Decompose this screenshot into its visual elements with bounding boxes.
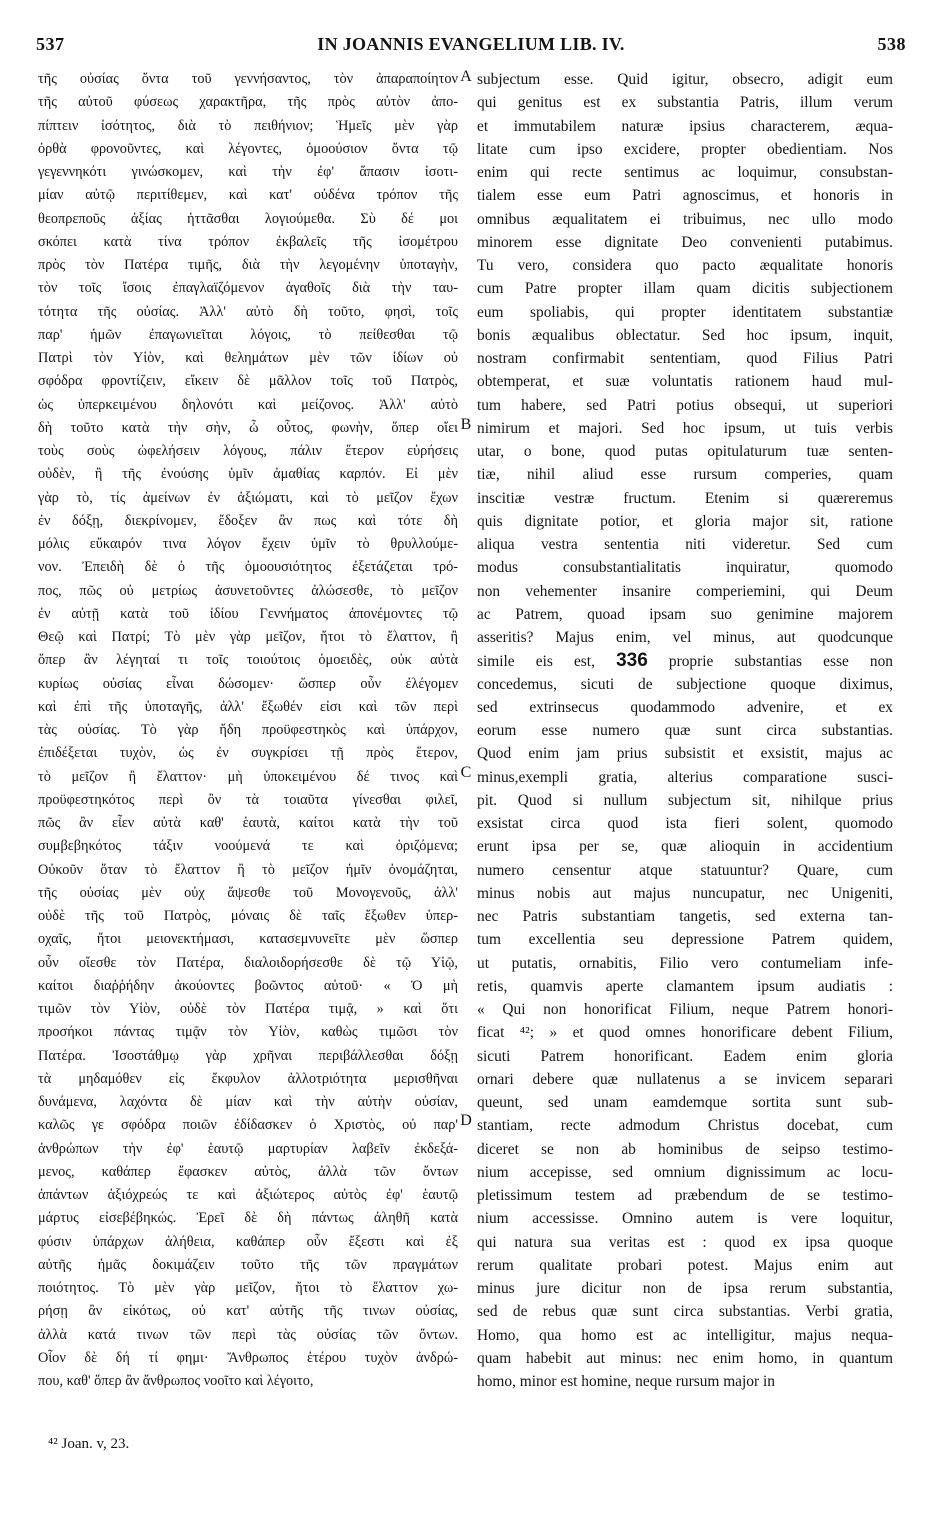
latin-text-line: erunt ipsa per se, quæ alioquin in accidentium — [477, 838, 893, 856]
column-number-marker: 336 — [616, 650, 648, 672]
greek-text-line: οὐδὲν, ἢ τῆς ἐνούσης ὑμῖν ἀμαθίας καρπόν. Εἰ μὲν — [38, 466, 458, 483]
latin-text-line: minus nobis aut majus nuncupatur, nec Unigeniti, — [477, 884, 893, 902]
page-number-right: 538 — [877, 34, 906, 54]
latin-text-line: enim qui recte sentimus ac loquimur, consubstan- — [477, 164, 893, 181]
greek-text-line: φύσιν ὑπάρχων ἀλήθεια, καθάπερ οὖν ἔξεστι καὶ ἐξ — [38, 1233, 458, 1250]
greek-text-line: γὰρ τὸ, τίς ἀμείνων ἐν ἀξιώματι, καὶ τὸ μεῖζον ἔχων — [38, 489, 458, 506]
greek-text-line: ἐν δόξῃ, διεκρίνομεν, ἔδοξεν ἂν πως καὶ τότε δὴ — [38, 512, 458, 529]
margin-marker-d: D — [460, 1112, 472, 1129]
greek-text-line: τιμῶν τὸν Υἱὸν, οὐδὲ τὸν Πατέρα τιμᾷ, » καὶ ὅτι — [38, 1001, 458, 1017]
greek-text-line: πος, πῶς οὐ μετρίως ἀσυνετοῦντες ἁλώσεσθε, τὸ μεῖζον — [38, 582, 458, 599]
latin-text-line: retis, quamvis aperte clamantem ipsum audiatis : — [477, 977, 893, 995]
greek-text-line: πίπτειν ἰσότητος, διὰ τὸ πειθήνιον; Ἡμεῖς μὲν γὰρ — [38, 117, 458, 134]
greek-text-line: σφόδρα φροντίζειν, εἴκειν δὲ μᾶλλον τοῖς τοῦ Πατρὸς, — [38, 373, 458, 390]
latin-text-line: et immutabilem naturæ ipsius characterem, æqua- — [477, 117, 893, 135]
latin-text-line: sed extrinsecus quodammodo advenire, et ex — [477, 698, 893, 716]
latin-text-line: bonis æqualibus oblectatur. Sed hoc ipsum, inquit, — [477, 326, 893, 344]
greek-text-line: τὸ μεῖζον ἢ ἔλαττον· μὴ ὑποκειμένου δέ τινος καὶ — [38, 768, 458, 785]
greek-text-line: τῆς αὐτοῦ φύσεως χαρακτῆρα, τῆς πρὸς αὐτὸν ἀπο- — [38, 94, 458, 111]
latin-text-line: numero censentur atque statuuntur? Quare, cum — [477, 861, 893, 879]
latin-text-line: minus,exempli gratia, alterius comparatione susci- — [477, 768, 893, 786]
greek-text-line: οχαῖς, ἤτοι μειονεκτήμασι, κατασεμνυνεῖτε μὲν ὥσπερ — [38, 931, 458, 948]
latin-text-line: utar, o bone, quod putas opitulaturum tuæ senten- — [477, 443, 893, 460]
latin-text-line: qui genitus est ex substantia Patris, illum verum — [477, 94, 893, 112]
latin-text-line: « Qui non honorificat Filium, neque Patrem honori- — [477, 1001, 893, 1018]
latin-text-line: pletissimum testem ad præbendum de se testimo- — [477, 1187, 893, 1204]
greek-text-line: που, καθ' ὅπερ ἂν ἄνθρωπος νοοῖτο καὶ λέγοιτο, — [38, 1373, 314, 1389]
greek-text-line: ἐπιδέξεται τυχὸν, ὡς ἐν συγκρίσει τῇ πρὸς ἕτερον, — [38, 745, 458, 762]
latin-text-line: quis dignitate potior, et gloria major sit, ratione — [477, 512, 893, 530]
latin-text-line: Homo, qua homo est ac intelligitur, majus nequa- — [477, 1326, 893, 1344]
latin-text-line: homo, minor est homine, neque rursum major in — [477, 1373, 775, 1390]
greek-text-line: ἀλλὰ κατά τινων τῶν περὶ τὰς οὐσίας τῶν ὄντων. — [38, 1326, 458, 1343]
greek-text-line: μάρτυς εἰσεβέβηκώς. Ἐρεῖ δὲ δὴ πάντως ἀληθῆ κατὰ — [38, 1210, 458, 1227]
latin-text-line: quam habebit aut minus: nec enim homo, in quantum — [477, 1349, 893, 1367]
greek-text-line: ὅπερ ἂν λέγηταί τι τοῖς τοιούτοις ὁμοειδὲς, οὐκ αὐτὰ — [38, 652, 458, 669]
greek-text-line: πρὸς τὸν Πατέρα τιμῆς, διὰ τὴν λεγομένην ὑποταγὴν, — [38, 257, 458, 273]
latin-text-line: sicuti Patrem honorificant. Eadem enim gloria — [477, 1047, 893, 1065]
greek-text-line: ἁπάντων ἀξιόχρεώς τε καὶ ἀξιώτερος αὐτὸς ἐφ' ἑαυτῷ — [38, 1187, 458, 1203]
latin-text-line: modus consubstantialitatis inquiratur, quomodo — [477, 559, 893, 577]
greek-text-line: προϋφεστηκότος περὶ ὂν τὰ τοιαῦτα γίνεσθαι φιλεῖ, — [38, 791, 458, 808]
page-number-left: 537 — [36, 34, 65, 54]
latin-text-line: tum excellentia seu depressione Patrem quidem, — [477, 931, 893, 949]
latin-text-line: asseritis? Majus enim, vel minus, aut quodcunque — [477, 629, 893, 646]
greek-text-line: ρήσῃ ἂν εἰκότως, οὐ κατ' αὐτῆς τῆς τινων οὐσίας, — [38, 1303, 458, 1320]
greek-text-line: Πατρὶ τὸν Υἱὸν, καὶ θελημάτων μὲν τῶν ἰδίων οὐ — [38, 350, 458, 366]
greek-text-line: ἐν αὐτῇ κατὰ τοῦ ἰδίου Γεννήματος ἀπονέμοντες τῷ — [38, 605, 458, 622]
margin-marker-a: A — [460, 68, 472, 85]
latin-text-line: minorem esse dignitate Deo convenienti putabimus. — [477, 233, 893, 251]
latin-text-line: subjectum esse. Quid igitur, obsecro, adigit eum — [477, 71, 893, 88]
latin-text-line: ut putatis, ornabitis, Filio vero contumeliam infe- — [477, 954, 893, 972]
greek-text-line: κυρίως οὐσίας εἶναι δώσομεν· ὥσπερ οὖν ἐλέγομεν — [38, 675, 458, 692]
latin-text-line: cum Patre propter illam quam dicitis subjectionem — [477, 280, 893, 298]
greek-text-line: καὶ ἐπὶ τῆς ὑποταγῆς, ἀλλ' ἔξωθέν εἰσι καὶ τῶν περὶ — [38, 698, 458, 715]
latin-text-line: tiæ, nihil aliud esse rursum comperies, quam — [477, 466, 893, 484]
latin-text-line: non vehementer insanire comperiemini, qui Deum — [477, 582, 893, 600]
greek-text-line: οὐδὲ τῆς τοῦ Πατρὸς, μόναις δὲ ταῖς ἔξωθεν ὑπερ- — [38, 908, 458, 924]
greek-text-line: μίαν αὐτῷ περιτίθεμεν, καὶ κατ' οὐδένα τρόπον τῆς — [38, 187, 458, 204]
latin-text-line: qui natura sua veritas est : quod ex ipsa quoque — [477, 1233, 893, 1251]
greek-text-line: καλῶς γε σφόδρα ποιῶν ἐδίδασκεν ὁ Χριστὸς, οὐ παρ' — [38, 1117, 458, 1134]
greek-text-line: θεοπρεποῦς ἀξίας ἡττᾶσθαι λογιούμεθα. Σὺ δέ μοι — [38, 210, 458, 227]
greek-text-line: τὰ μηδαμόθεν εἰς ἔκφυλον ἀλλοτριότητα μερισθῆναι — [38, 1070, 458, 1087]
greek-text-column — [38, 68, 458, 1393]
greek-text-line: οὖν οἴεσθε τὸν Πατέρα, διαλοιδορήσεσθε δὲ τῷ Υἱῷ, — [38, 954, 458, 971]
latin-text-line: omnibus æqualitatem ei tribuimus, nec ullo modo — [477, 210, 893, 228]
greek-text-line: δυνάμενα, λαχόντα δὲ μίαν καὶ τὴν αὐτὴν οὐσίαν, — [38, 1094, 458, 1110]
footnote: ⁴² Joan. v, 23. — [48, 1436, 130, 1452]
latin-text-line: inscitiæ vestræ fructum. Etenim si quæreremus — [477, 489, 893, 507]
latin-text-line: nium accepisse, sed omnium dignissimum ac locu- — [477, 1163, 893, 1181]
latin-text-line: queunt, sed unam eamdemque sortita sunt sub- — [477, 1094, 893, 1111]
greek-text-line: μόλις εὔκαιρόν τινα λόγον ἔχειν ὑμῖν τὸ θρυλλούμε- — [38, 536, 458, 552]
greek-text-line: τὸν τοῖς ἴσοις ἐπαγλαϊζόμενον ἀγαθοῖς διὰ τὴν ταυ- — [38, 280, 458, 297]
latin-text-line: litate cum ipso excidere, propter obedientiam. Nos — [477, 140, 893, 158]
latin-text-line: diceret se non ab hominibus de seipso testimo- — [477, 1140, 893, 1158]
latin-text-line: eorum esse numero quæ sunt circa substantias. — [477, 722, 893, 739]
running-header — [36, 34, 906, 60]
latin-text-line-part: simile eis est, — [477, 653, 617, 671]
greek-text-line: καίτοι διαῤῥήδην ἀκούοντες βοῶντος αὐτοῦ· « Ὁ μὴ — [38, 977, 458, 994]
running-title: IN JOANNIS EVANGELIUM LIB. IV. — [317, 34, 625, 54]
latin-text-line: ornari debere quæ nullatenus a se invicem separari — [477, 1070, 893, 1088]
latin-text-line — [477, 649, 893, 672]
greek-text-line: παρ' ἡμῶν ἐπαγωνιεῖται λόγοις, τὸ πείθεσθαι τῷ — [38, 326, 458, 343]
latin-text-line-part: proprie substantias esse non — [647, 653, 893, 671]
latin-text-column — [477, 68, 893, 1393]
greek-text-line: ὡς ὑπερκειμένου δηλονότι καὶ μείζονος. Ἀλλ' αὐτὸ — [38, 396, 458, 413]
latin-text-line: stantiam, recte admodum Christus docebat, cum — [477, 1117, 893, 1135]
latin-text-line: concedemus, sicuti de subjectione quoque diximus, — [477, 675, 893, 693]
greek-text-line: ἀνθρώπων τὴν ἐφ' ἑαυτῷ μαρτυρίαν λαβεῖν ἐκδεξά- — [38, 1140, 458, 1157]
greek-text-line: τότητα τῆς οὐσίας. Ἀλλ' αὐτὸ δὴ τοῦτο, φησὶ, τοῖς — [38, 303, 458, 320]
latin-text-line: sed de rebus quæ sunt circa substantias. Verbi gratia, — [477, 1303, 893, 1321]
latin-text-line: Tu vero, considera quo pacto æqualitate honoris — [477, 257, 893, 274]
greek-text-line: Οὐκοῦν ὅταν τὸ ἔλαττον ἢ τὸ μεῖζον ἡμῖν ὀνομάζηται, — [38, 861, 458, 878]
latin-text-line: aliqua vestra sententia niti videretur. Sed cum — [477, 536, 893, 553]
latin-text-line: pit. Quod si nullum subjectum sit, nihilque prius — [477, 791, 893, 809]
latin-text-line: minus jure dicitur non de ipsa rerum substantia, — [477, 1280, 893, 1297]
margin-marker-b: B — [460, 416, 472, 433]
latin-text-line: tialem esse eum Patri agnoscimus, et honoris in — [477, 187, 893, 205]
latin-text-line: nimirum et majori. Sed hoc ipsum, ut tuis verbis — [477, 419, 893, 437]
greek-text-line: προσήκοι πάντας τιμᾷν τὸν Υἱὸν, καθὼς τιμῶσι τὸν — [38, 1024, 458, 1041]
greek-text-line: τοὺς σοὺς ὠφελήσειν λόγους, πάλιν ἕτερον εὑρήσεις — [38, 443, 458, 459]
greek-text-line: Οἷον δὲ δή τί φημι· Ἄνθρωπος ἑτέρου τυχὸν ἀνδρώ- — [38, 1349, 458, 1366]
greek-text-line: τῆς οὐσίας μὲν οὐχ ἅψεσθε τοῦ Μονογενοῦς, ἀλλ' — [38, 884, 458, 901]
greek-text-line: τὰς οὐσίας. Τὸ γὰρ ἤδη προϋφεστηκὸς καὶ ὑπάρχον, — [38, 722, 458, 738]
greek-text-line: ποιότητος. Τὸ μὲν γὰρ μεῖζον, ἤτοι τὸ ἔλαττον χω- — [38, 1280, 458, 1296]
greek-text-line: Θεῷ καὶ Πατρί; Τὸ μὲν γὰρ μεῖζον, ἤτοι τὸ ἔλαττον, ἢ — [38, 629, 458, 645]
latin-text-line: eum spoliabis, qui propter identitatem substantiæ — [477, 303, 893, 321]
greek-text-line: μενος, καθάπερ ἔφασκεν αὐτὸς, ἀλλὰ τῶν ὄντων — [38, 1163, 458, 1180]
latin-text-line: obtemperat, et suæ voluntatis rationem haud mul- — [477, 373, 893, 391]
latin-text-line: nec Patris substantiam tangetis, sed externa tan- — [477, 908, 893, 925]
greek-text-line: ὀρθὰ φρονοῦντες, καὶ λέγοντες, ὁμοούσιον ὄντα τῷ — [38, 140, 458, 157]
margin-marker-c: C — [460, 764, 472, 781]
latin-text-line: nostram confirmabit sententiam, quod Filius Patri — [477, 350, 893, 367]
greek-text-line: τῆς οὐσίας ὄντα τοῦ γεννήσαντος, τὸν ἀπαραποίητον — [38, 71, 458, 87]
greek-text-line: αὐτῆς ἡμᾶς δοκιμάζειν τοῦτο τῆς τῶν πραγμάτων — [38, 1256, 458, 1273]
greek-text-line: δὴ τοῦτο κατὰ τὴν σὴν, ὦ οὗτος, φωνὴν, ὅπερ οἴει — [38, 419, 458, 436]
latin-text-line: exsistat circa quod ista fieri solent, quomodo — [477, 815, 893, 832]
latin-text-line: ac Patrem, quoad ipsam suo genimine majorem — [477, 605, 893, 623]
greek-text-line: νον. Ἐπειδὴ δὲ ὁ τῆς ὁμοουσιότητος ἐξετάζεται τρό- — [38, 559, 458, 576]
latin-text-line: nium accessisse. Omnino autem is vere loquitur, — [477, 1210, 893, 1228]
latin-text-line: Quod enim jam prius subsistit et exsistit, majus ac — [477, 745, 893, 763]
greek-text-line: σκόπει κατὰ τίνα τρόπον ἐκβαλεῖς τῆς ἰσομέτρου — [38, 233, 458, 250]
greek-text-line: πῶς ἂν εἶεν αὐτὰ καθ' ἑαυτὰ, καίτοι κατὰ τὴν τοῦ — [38, 815, 458, 831]
latin-text-line: rerum qualitate probari potest. Majus enim aut — [477, 1256, 893, 1274]
greek-text-line: Πατέρα. Ἰσοστάθμῳ γὰρ χρῆναι περιβάλλεσθαι δόξῃ — [38, 1047, 458, 1064]
latin-text-line: tum habere, sed Patri potius obsequi, ut superiori — [477, 396, 893, 414]
greek-text-line: συμβεβηκότος τάξιν νοούμενά τε καὶ ὁριζόμενα; — [38, 838, 458, 855]
latin-text-line: ficat ⁴²; » et quod omnes honorificare debent Filium, — [477, 1024, 893, 1042]
greek-text-line: γεγεννηκότι γινώσκομεν, καὶ τὴν ἐφ' ἅπασιν ἰσοτι- — [38, 164, 458, 180]
